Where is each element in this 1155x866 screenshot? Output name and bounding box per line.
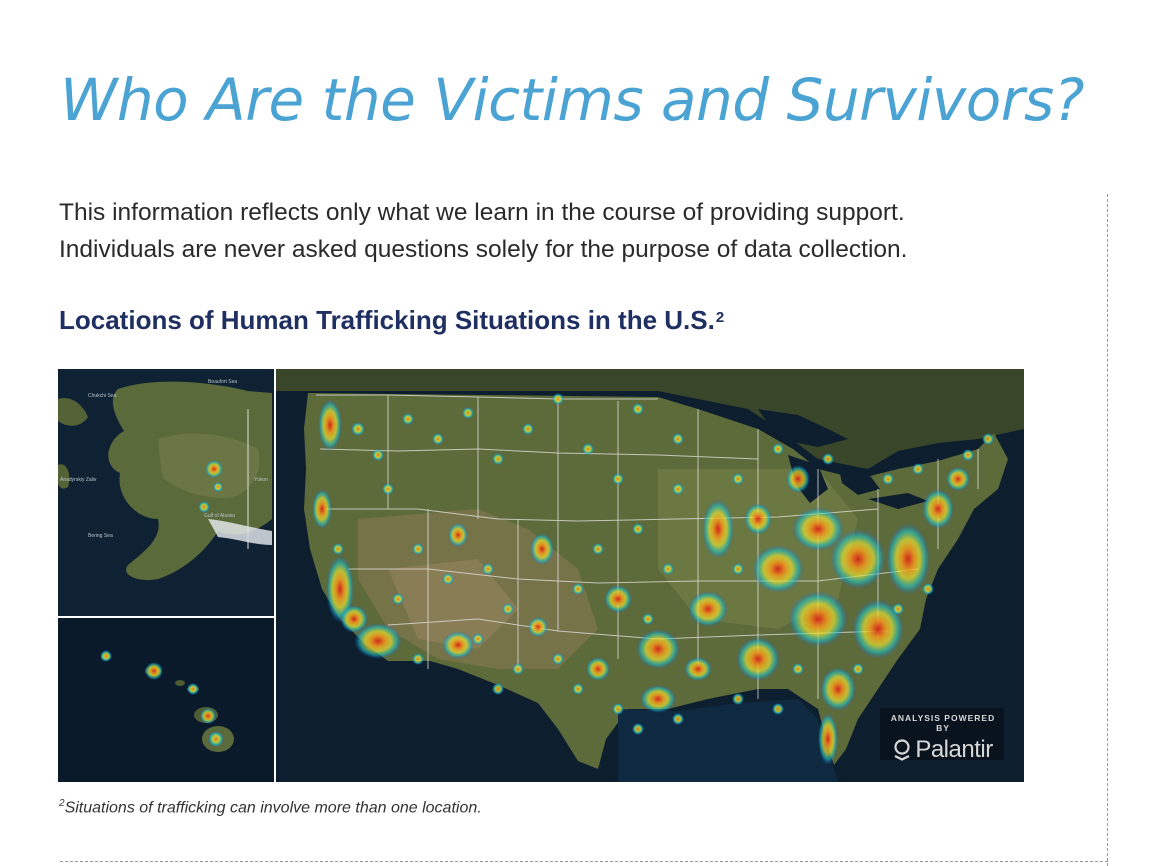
dashed-divider-vertical [1107, 194, 1108, 866]
page-title: Who Are the Victims and Survivors? [60, 66, 1085, 134]
footnote-text: Situations of trafficking can involve more than one location. [64, 799, 482, 817]
hotspot-molokai [187, 683, 199, 695]
label-anadyrskiy-zaliv: Anadyrskiy Zaliv [60, 477, 97, 483]
alaska-inset [58, 369, 274, 616]
label-yukon: Yukon [254, 477, 268, 483]
hotspot-ak-central [213, 482, 223, 492]
hawaii-inset [58, 618, 274, 782]
dashed-divider-horizontal [60, 861, 1108, 862]
map-heading [59, 305, 724, 336]
hotspot-anchorage [205, 460, 223, 478]
footnote-marker: 2 [59, 798, 65, 809]
hotspot-kauai [100, 650, 112, 662]
palantir-credit [884, 713, 1002, 766]
footnote [59, 798, 482, 817]
hotspot-maui [200, 708, 216, 724]
credit-brand-text: Palantir [915, 736, 993, 763]
hotspot-oahu [145, 662, 163, 680]
hotspot-ak-south [198, 501, 210, 513]
hotspot-hawaii-island [208, 731, 224, 747]
intro-line-1: This information reflects only what we learn in the course of providing support. [59, 199, 905, 226]
credit-brand [893, 736, 992, 764]
map-heading-text: Locations of Human Trafficking Situations in the U.S. [59, 305, 715, 335]
label-beaufort-sea: Beaufort Sea [208, 379, 238, 385]
label-chukchi-sea: Chukchi Sea [88, 393, 117, 399]
palantir-logo-icon [893, 739, 911, 761]
footnote-reference: 2 [715, 309, 725, 326]
credit-top-line: ANALYSIS POWERED BY [890, 713, 996, 733]
label-bering-sea: Bering Sea [88, 533, 113, 539]
intro-line-2: Individuals are never asked questions solely for the purpose of data collection. [59, 236, 908, 263]
intro-paragraph [59, 194, 907, 268]
label-gulf-of-alaska: Gulf of Alaska [204, 513, 235, 519]
